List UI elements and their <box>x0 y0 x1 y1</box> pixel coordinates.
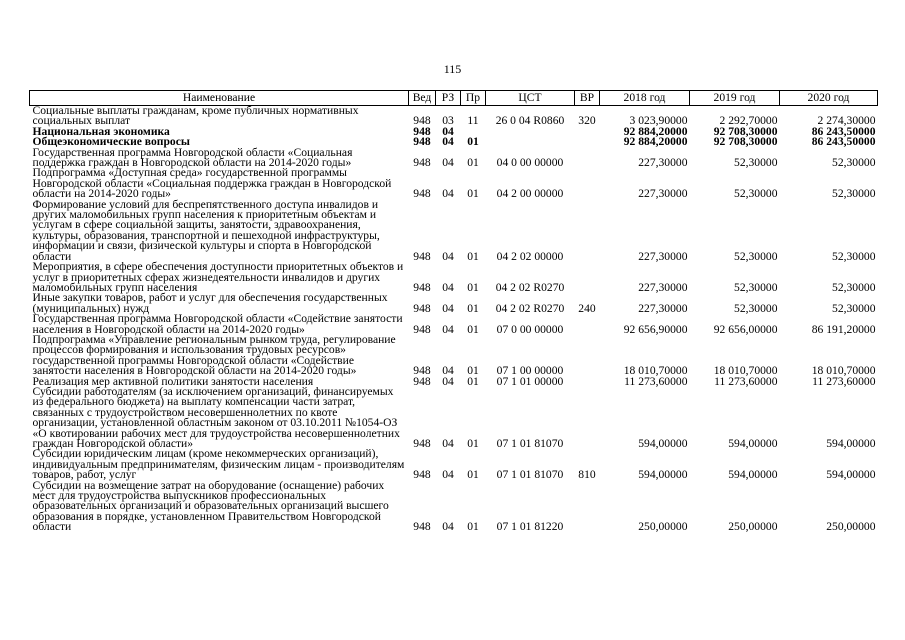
row-rz: 04 <box>442 468 454 482</box>
table-row <box>30 106 878 127</box>
row-pr: 01 <box>467 249 479 263</box>
header-ved: Вед <box>409 91 436 106</box>
row-2020: 52,30000 <box>832 156 876 170</box>
row-2020: 594,00000 <box>826 437 876 450</box>
row-cst: 07 1 01 81070 <box>496 468 564 482</box>
row-vr <box>575 148 600 169</box>
row-pr: 01 <box>467 135 479 149</box>
row-rz: 04 <box>442 249 454 263</box>
row-rz: 04 <box>442 124 454 138</box>
row-2020: 86 243,50000 <box>811 135 876 149</box>
table-body <box>30 106 878 533</box>
row-vr <box>575 200 600 262</box>
row-name: Социальные выплаты гражданам, кроме публичных нормативных социальных выплат <box>32 104 359 128</box>
row-pr: 01 <box>467 520 479 534</box>
row-ved: 948 <box>413 280 431 294</box>
row-2018: 92 884,20000 <box>623 124 688 138</box>
row-ved: 948 <box>413 364 431 378</box>
row-2020: 18 010,70000 <box>811 364 876 378</box>
row-ved: 948 <box>413 520 431 534</box>
row-pr: 01 <box>467 187 479 201</box>
row-rz: 04 <box>442 437 454 450</box>
row-vr <box>575 168 600 199</box>
header-pr: Пр <box>461 91 486 106</box>
row-pr: 01 <box>467 468 479 482</box>
row-ved: 948 <box>413 468 431 482</box>
row-name: Реализация мер активной политики занятости населения <box>32 374 314 388</box>
table-row <box>30 481 878 533</box>
header-2018: 2018 год <box>600 91 690 106</box>
row-cst: 07 0 00 00000 <box>496 322 564 336</box>
row-name: Государственная программа Новгородской области «Социальная поддержка граждан в Новгородской области на 2014-2020 годы» <box>32 145 353 170</box>
row-rz: 04 <box>442 135 454 149</box>
row-2019: 52,30000 <box>734 156 778 170</box>
row-2020: 2 274,30000 <box>817 114 876 128</box>
row-2019: 52,30000 <box>734 249 778 263</box>
row-cst: 04 2 00 00000 <box>496 187 564 201</box>
row-rz: 04 <box>442 280 454 294</box>
row-vr <box>575 481 600 533</box>
header-2019: 2019 год <box>690 91 780 106</box>
table-row <box>30 387 878 449</box>
row-2018: 227,30000 <box>638 301 688 315</box>
row-2020: 86 191,20000 <box>811 322 876 336</box>
row-ved: 948 <box>413 322 431 336</box>
row-pr: 01 <box>467 322 479 336</box>
row-vr: 240 <box>578 301 596 315</box>
row-ved: 948 <box>413 301 431 315</box>
row-2019: 250,00000 <box>728 520 778 534</box>
row-2018: 18 010,70000 <box>623 364 688 378</box>
row-pr: 01 <box>467 156 479 170</box>
row-2019: 92 656,00000 <box>713 322 778 336</box>
row-vr <box>575 314 600 335</box>
row-cst: 07 1 00 00000 <box>496 364 564 378</box>
row-vr <box>575 127 600 137</box>
row-pr: 11 <box>467 114 479 128</box>
row-2018: 11 273,60000 <box>624 374 688 388</box>
row-cst: 07 1 01 00000 <box>496 374 564 388</box>
row-cst <box>486 137 575 147</box>
row-rz: 04 <box>442 364 454 378</box>
row-vr: 320 <box>578 114 596 128</box>
row-cst: 04 2 02 R0270 <box>495 280 565 294</box>
row-2018: 227,30000 <box>638 187 688 201</box>
row-2018: 227,30000 <box>638 280 688 294</box>
row-name: Подпрограмма «Доступная среда» государственной программы Новгородской области «Социальная поддержка граждан в Новгородской области на 2014-2020 годы» <box>32 166 392 201</box>
table-row <box>30 168 878 199</box>
row-pr: 01 <box>467 280 479 294</box>
row-vr: 810 <box>578 468 596 482</box>
row-2019: 92 708,30000 <box>713 135 778 149</box>
row-name: Субсидии юридическим лицам (кроме некоммерческих организаций), индивидуальным предпринимателям, физическим лицам - производителям товаров, работ, услуг <box>32 447 405 482</box>
row-2019: 52,30000 <box>734 301 778 315</box>
header-cst: ЦСТ <box>486 91 575 106</box>
row-cst: 04 0 00 00000 <box>496 156 564 170</box>
row-2019: 18 010,70000 <box>713 364 778 378</box>
row-cst <box>486 127 575 137</box>
row-ved: 948 <box>413 374 431 388</box>
row-vr <box>575 377 600 387</box>
header-2020: 2020 год <box>780 91 878 106</box>
budget-table <box>29 90 878 533</box>
row-name: Формирование условий для беспрепятственного доступа инвалидов и других маломобильных групп населения к приоритетным объектам и услугам в сфере социальной защиты, занятости, здравоохранения, культуры, образования, транспортной и пешеходной инфраструктуры, информации и связи, физической культуры и спорта в Новгородской области <box>32 197 380 263</box>
table-row <box>30 335 878 377</box>
row-2020: 52,30000 <box>832 249 876 263</box>
row-name: Общеэкономические вопросы <box>32 135 190 149</box>
table-row <box>30 200 878 262</box>
row-ved: 948 <box>413 135 431 149</box>
row-2018: 594,00000 <box>638 437 688 450</box>
row-vr <box>575 387 600 449</box>
row-ved: 948 <box>413 437 431 450</box>
header-vr: ВР <box>575 91 600 106</box>
row-rz: 03 <box>442 114 454 128</box>
row-2018: 227,30000 <box>638 156 688 170</box>
row-2019: 594,00000 <box>728 437 778 450</box>
row-name: Мероприятия, в сфере обеспечения доступности приоритетных объектов и услуг в приоритетных сферах жизнедеятельности инвалидов и других маломобильных групп населения <box>32 260 404 294</box>
row-name: Иные закупки товаров, работ и услуг для обеспечения государственных (муниципальных) нужд <box>32 291 388 315</box>
row-name: Национальная экономика <box>32 124 170 138</box>
row-2018: 594,00000 <box>638 468 688 482</box>
row-pr: 01 <box>467 301 479 315</box>
row-2018: 92 884,20000 <box>623 135 688 149</box>
row-2019: 11 273,60000 <box>714 374 778 388</box>
row-ved: 948 <box>413 124 431 138</box>
row-2019: 52,30000 <box>734 280 778 294</box>
table-row <box>30 449 878 480</box>
row-rz: 04 <box>442 156 454 170</box>
row-2020: 52,30000 <box>832 301 876 315</box>
table-row <box>30 262 878 293</box>
row-cst: 07 1 01 81220 <box>496 520 564 534</box>
row-2018: 3 023,90000 <box>629 114 688 128</box>
row-2020: 86 243,50000 <box>811 124 876 138</box>
table-row <box>30 314 878 335</box>
row-vr <box>575 335 600 377</box>
row-rz: 04 <box>442 374 454 388</box>
row-pr: 01 <box>467 364 479 378</box>
row-2019: 92 708,30000 <box>713 124 778 138</box>
row-ved: 948 <box>413 114 431 128</box>
table-row <box>30 293 878 314</box>
row-ved: 948 <box>413 249 431 263</box>
row-cst: 04 2 02 R0270 <box>495 301 565 315</box>
row-vr <box>575 137 600 147</box>
header-name: Наименование <box>30 91 409 106</box>
row-rz: 04 <box>442 187 454 201</box>
row-name: Субсидии работодателям (за исключением организаций, финансируемых из федерального бюджета) на выплату компенсации части затрат, связанных с трудоустройством несовершеннолетних по квоте организации, установленной областным законом от 03.10.2011 №1054-ОЗ «О квотировании рабочих мест для трудоустройства несовершеннолетних граждан Новгородской области» <box>32 384 400 450</box>
row-2019: 594,00000 <box>728 468 778 482</box>
row-2020: 52,30000 <box>832 280 876 294</box>
row-name: Государственная программа Новгородской области «Содействие занятости населения в Новгородской области на 2014-2020 годы» <box>32 312 403 336</box>
row-ved: 948 <box>413 187 431 201</box>
row-name: Подпрограмма «Управление региональным рынком труда, регулирование процессов формирования и использования трудовых ресурсов» государственной программы Новгородской области «Содействие занятости населения в Новгородской области на 2014-2020 годы» <box>32 332 396 378</box>
header-rz: РЗ <box>436 91 461 106</box>
row-2020: 52,30000 <box>832 187 876 201</box>
row-rz: 04 <box>442 301 454 315</box>
row-cst: 26 0 04 R0860 <box>495 114 565 128</box>
row-rz: 04 <box>442 520 454 534</box>
table-row <box>30 148 878 169</box>
row-2018: 227,30000 <box>638 249 688 263</box>
row-2020: 594,00000 <box>826 468 876 482</box>
row-2018: 250,00000 <box>638 520 688 534</box>
row-2020: 11 273,60000 <box>812 374 876 388</box>
row-2019: 2 292,70000 <box>719 114 778 128</box>
page-number: 115 <box>443 62 462 76</box>
row-2019: 52,30000 <box>734 187 778 201</box>
row-rz: 04 <box>442 322 454 336</box>
row-vr <box>575 262 600 293</box>
row-name: Субсидии на возмещение затрат на оборудование (оснащение) рабочих мест для трудоустройства выпускников профессиональных образовательных организаций и образовательных организаций высшего образования в порядке, установленном Правительством Новгородской области <box>32 478 389 534</box>
row-2018: 92 656,90000 <box>623 322 688 336</box>
row-ved: 948 <box>413 156 431 170</box>
row-2020: 250,00000 <box>826 520 876 534</box>
row-pr: 01 <box>467 374 479 388</box>
row-cst: 07 1 01 81070 <box>496 437 564 450</box>
row-cst: 04 2 02 00000 <box>496 249 564 263</box>
row-pr: 01 <box>467 437 479 450</box>
